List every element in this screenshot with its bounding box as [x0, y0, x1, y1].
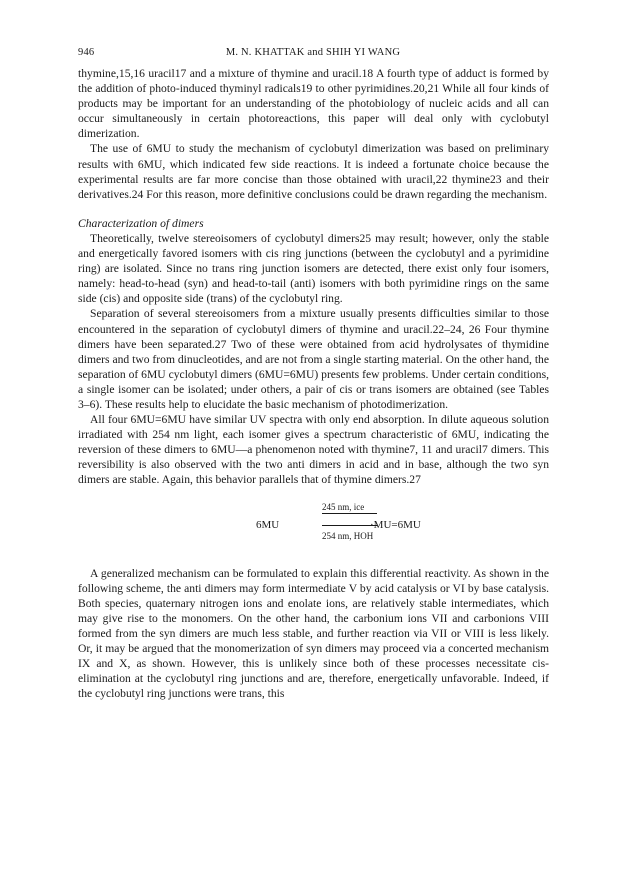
equation-condition-reverse: 254 nm, HOH [322, 530, 374, 541]
body-text [78, 66, 549, 701]
page-header [78, 47, 548, 61]
equation-reactant: 6MU [256, 518, 280, 531]
running-head: M. N. KHATTAK and SHIH YI WANG [225, 47, 401, 58]
reaction-equation [78, 496, 549, 552]
equation-product: ·MU=6MU [370, 518, 421, 531]
paragraph-1: thymine,15,16 uracil17 and a mixture of thymine and uracil.18 A fourth type of adduct is formed by the addition of photo-induced thyminyl radicals19 to other pyrimidines.20,21 While all four kinds of products may be important for an understanding of the photobiology of nucleic acids and all can occur simultaneously in certain photoreactions, this paper will deal only with cyclobutyl dimerization. [78, 67, 549, 141]
paragraph-5: All four 6MU=6MU have similar UV spectra with only end absorption. In dilute aqueous solution irradiated with 254 nm light, each isomer gives a spectrum characteristic of 6MU, indicating the reversion of these dimers to 6MU—a phenomenon noted with thymine7, 11 and uracil7 dimers. This reversibility is also observed with the two anti dimers in acid and in base, although the two syn dimers are stable. Again, this behavior parallels that of thymine dimers.27 [78, 413, 549, 487]
paragraph-4: Separation of several stereoisomers from a mixture usually presents difficulties similar to those encountered in the separation of cyclobutyl dimers of thymine and uracil.22–24, 26 Four thymine dimers have been separated.27 Two of these were obtained from acid hydrolysates of thymidine dimers and two from dinucleotides, and are not from a single starting material. On the other hand, the separation of 6MU cyclobutyl dimers (6MU=6MU) presents few problems. Under certain conditions, a single isomer can be isolated; under others, a pair of cis or trans isomers are obtained (see Tables 3–6). These results help to elucidate the basic mechanism of photodimerization. [78, 307, 549, 411]
forward-arrow [322, 513, 377, 514]
paragraph-6: A generalized mechanism can be formulated to explain this differential reactivity. As shown in the following scheme, the anti dimers may form intermediate V by acid catalysis or VI by base catalysis. Both species, quaternary nitrogen ions and enolate ions, are relatively stable intermediates, which may give rise to the monomers. On the other hand, the carbonium ions VII and carbonions VIII formed from the syn dimers are much less stable, and further reaction via VII or VIII is less likely. Or, it may be argued that the monomerization of syn dimers may proceed via a concerted mechanism IX and X, as shown. However, this is unlikely since both of these processes necessitate cis-elimination at the cyclobutyl ring junctions and are, therefore, energetically unfavorable. Indeed, if the cyclobutyl ring junctions were trans, this [78, 566, 549, 701]
reverse-arrow [322, 525, 377, 526]
section-heading: Characterization of dimers [78, 216, 204, 230]
page-number: 946 [78, 47, 95, 58]
paragraph-3: Theoretically, twelve stereoisomers of cyclobutyl dimers25 may result; however, only the stable and energetically favored isomers with cis ring junctions (between the cyclobutyl and a pyrimidine ring) are isolated. Since no trans ring junction isomers are detected, there exist only four isomers, namely: head-to-head (syn) and head-to-tail (anti) isomers with both pyrimidine rings on the same side (cis) and opposite side (trans) of the cyclobutyl ring. [78, 231, 549, 306]
paragraph-2: The use of 6MU to study the mechanism of cyclobutyl dimerization was based on preliminary results with 6MU, which indicated few side reactions. It is indeed a fortunate choice because the experimental results are far more concise than those obtained with uracil,22 thymine23 and their derivatives.24 For this reason, more definitive conclusions could be drawn regarding the mechanism. [78, 142, 549, 201]
equation-condition-forward: 245 nm, ice [322, 501, 365, 512]
